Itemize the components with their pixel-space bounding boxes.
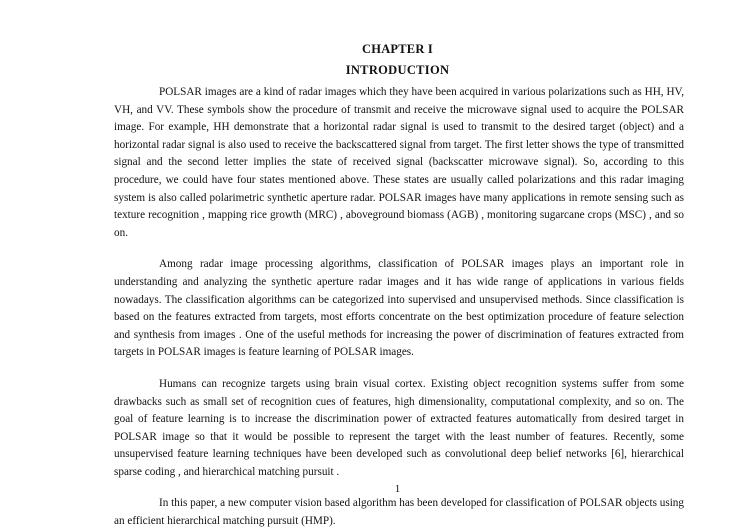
body-text [114,84,684,531]
chapter-label: CHAPTER I [362,42,433,56]
paragraph-2: Among radar image processing algorithms, classification of POLSAR images plays an important role in understanding and analyzing the synthetic aperture radar images and it has wide range of applications in various fields nowadays. The classification algorithms can be categorized into supervised and unsupervised methods. Since classification is based on the features extracted from targets, most efforts concentrate on the best optimization procedure of feature selection and synthesis from images . One of the useful methods for increasing the power of discrimination of features extracted from targets in POLSAR images is feature learning of POLSAR images. [114,258,684,359]
chapter-title: INTRODUCTION [345,63,450,77]
page-number: 1 [394,483,401,495]
paragraph-4: In this paper, a new computer vision based algorithm has been developed for classification of POLSAR objects using an efficient hierarchical matching pursuit (HMP). [114,497,684,528]
paragraph-1: POLSAR images are a kind of radar images which they have been acquired in various polarizations such as HH, HV, VH, and VV. These symbols show the procedure of transmit and receive the microwave signal used to acquire the POLSAR image. For example, HH demonstrate that a horizontal radar signal is used to transmit to the desired target (object) and a horizontal radar signal is also used to receive the backscattered signal from target. The first letter shows the type of transmitted signal and the second letter implies the state of received signal (backscatter microwave signal). So, according to this procedure, we could have four states mentioned above. These states are usually called polarizations and this radar imaging system is also called polarimetric synthetic aperture radar. POLSAR images have many applications in remote sensing such as texture recognition , mapping rice growth (MRC) , aboveground biomass (AGB) , monitoring sugarcane crops (MSC) , and so on. [114,86,684,239]
paragraph-3: Humans can recognize targets using brain visual cortex. Existing object recognition systems suffer from some drawbacks such as small set of recognition cues of features, high dimensionality, computational complexity, and so on. The goal of feature learning is to increase the discrimination power of extracted features automatically from desired target in POLSAR image so that it would be possible to represent the target with the least number of features. Recently, some unsupervised feature learning techniques have been developed such as convolutional deep belief networks [6], hierarchical sparse coding , and hierarchical matching pursuit . [114,377,684,478]
